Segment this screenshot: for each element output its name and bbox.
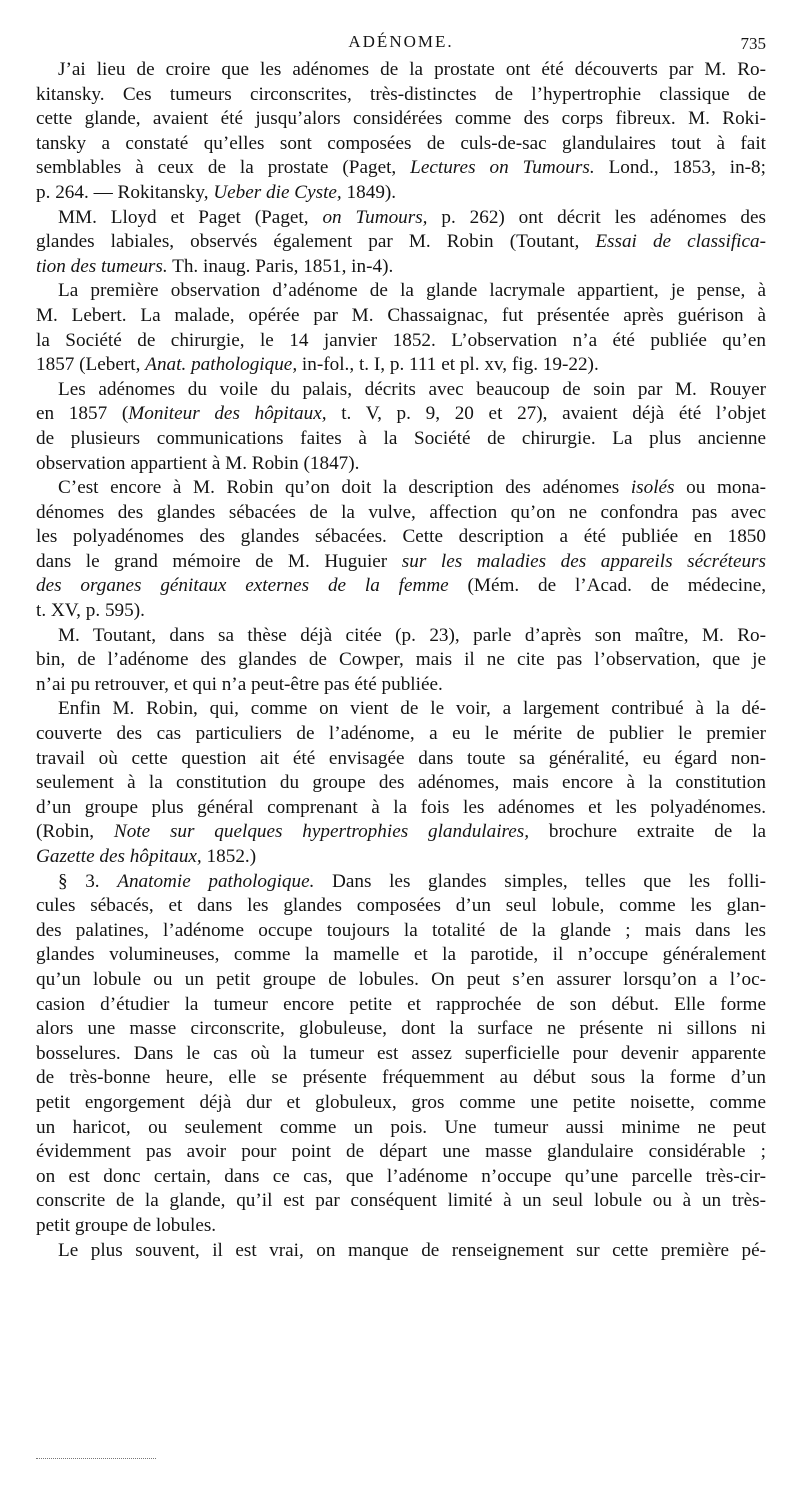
italic-citation: Gazette des hôpitaux, — [36, 846, 202, 867]
text-line: bosselures. Dans le cas où la tumeur est assez superficielle pour devenir apparente — [36, 1042, 766, 1064]
text-line: de très-bonne heure, elle se présente fréquemment au début sous la forme d’un — [36, 1067, 766, 1089]
line-text: t. V, p. 9, 20 et 27), avaient déjà été l’objet — [326, 403, 766, 425]
italic-citation: isolés — [630, 477, 675, 499]
text-line: couverte des cas particuliers de l’adénome, a eu le mérite de publier le premier — [36, 723, 766, 745]
italic-citation: Lectures on Tumours. — [410, 157, 595, 179]
text-line: observation appartient à M. Robin (1847). — [36, 452, 360, 474]
italic-citation: tion des tumeurs. — [36, 255, 168, 277]
text-line: casion d’étudier la tumeur encore petite et rapprochée de son début. Elle forme — [36, 993, 766, 1015]
line-text: glandes labiales, observés également par M. Robin (Toutant, — [36, 231, 596, 253]
text-line — [36, 870, 766, 895]
text-line — [36, 156, 766, 181]
text-line: dénomes des glandes sébacées de la vulve, affection qu’on ne confondra pas avec — [36, 501, 766, 523]
text-line: La première observation d’adénome de la glande lacrymale appartient, je pense, à — [58, 280, 766, 302]
text-line: seulement à la constitution du groupe des adénomes, mais encore à la constitution — [36, 772, 766, 794]
text-line: d’un groupe plus général comprenant à la fois les adénomes et les polyadénomes. — [36, 796, 766, 818]
text-line: de plusieurs communications faites à la Société de chirurgie. La plus ancienne — [36, 427, 766, 449]
text-line — [36, 402, 766, 427]
line-text: semblables à ceux de la prostate (Paget, — [36, 157, 411, 179]
text-line: glandes volumineuses, comme la mamelle et la parotide, il n’occupe généralement — [36, 944, 766, 966]
line-text: Dans les glandes simples, telles que les folli- — [314, 870, 766, 892]
line-text: (Mém. de l’Acad. de médecine, — [448, 575, 766, 597]
text-line — [36, 230, 766, 255]
text-line — [36, 206, 766, 231]
text-line: J’ai lieu de croire que les adénomes de la prostate ont été découverts par M. Ro- — [58, 59, 766, 80]
italic-citation: Moniteur des hôpitaux, — [128, 403, 327, 425]
text-line: alors une masse circonscrite, globuleuse, dont la surface ne présente ni sillons ni — [36, 1018, 766, 1040]
text-line: t. XV, p. 595). — [36, 600, 145, 622]
line-text: 1852.) — [201, 846, 257, 867]
line-text: brochure extraite de la — [529, 821, 766, 843]
text-line — [36, 255, 766, 280]
line-text: p. 264. — Rokitansky, — [36, 181, 214, 203]
line-text: dans le grand mémoire de M. Huguier — [36, 550, 402, 572]
italic-citation: Anat. pathologique, — [145, 354, 298, 376]
italic-citation: Note sur quelques hypertrophies glandulaires, — [113, 821, 530, 843]
text-line: travail où cette question ait été envisagée dans toute sa généralité, eu égard non- — [36, 747, 766, 769]
text-line: Les adénomes du voile du palais, décrits avec beaucoup de soin par M. Rouyer — [58, 378, 766, 400]
text-line: petit groupe de lobules. — [36, 1214, 217, 1236]
text-line — [36, 820, 766, 845]
text-line — [36, 353, 766, 378]
italic-citation: Ueber die Cyste, — [213, 181, 342, 203]
text-line: n’ai pu retrouver, et qui n’a peut-être pas été publiée. — [36, 673, 443, 695]
line-text: Lond., 1853, in-8; — [594, 157, 766, 179]
line-text: C’est encore à M. Robin qu’on doit la description des adénomes — [58, 477, 631, 499]
line-text: en 1857 ( — [36, 403, 129, 425]
text-line: un haricot, ou seulement comme un pois. Une tumeur aussi minime ne peut — [36, 1116, 766, 1138]
text-line: cette glande, avaient été jusqu’alors considérées comme des corps fibreux. M. Roki- — [36, 108, 766, 130]
text-line — [36, 476, 766, 501]
text-line: Enfin M. Robin, qui, comme on vient de le voir, a largement contribué à la dé- — [58, 698, 766, 720]
text-line: M. Toutant, dans sa thèse déjà citée (p. 23), parle d’après son maître, M. Ro- — [58, 624, 766, 646]
line-text: 1849). — [341, 181, 397, 203]
page-header — [36, 32, 766, 58]
text-line: M. Lebert. La malade, opérée par M. Chassaignac, fut présentée après guérison à — [36, 304, 766, 326]
body-text — [36, 58, 766, 1263]
page-number: 735 — [740, 34, 766, 53]
text-line — [36, 181, 766, 206]
line-text: p. 262) ont décrit les adénomes des — [427, 206, 766, 228]
italic-citation: Anatomie pathologique. — [117, 870, 315, 892]
text-line: la Société de chirurgie, le 14 janvier 1852. L’observation n’a été publiée qu’en — [36, 329, 766, 351]
text-line — [36, 574, 766, 599]
text-line: évidemment pas avoir pour point de départ une masse glandulaire considérable ; — [36, 1141, 766, 1163]
italic-citation: on Tumours, — [322, 206, 428, 228]
line-text: § 3. — [58, 870, 118, 892]
text-line: conscrite de la glande, qu’il est par conséquent limité à un seul lobule ou à un très- — [36, 1190, 766, 1212]
line-text: in-fol., t. I, p. 111 et pl. xv, fig. 19-22). — [297, 354, 599, 376]
text-line: tansky a constaté qu’elles sont composées de culs-de-sac glandulaires tout à fait — [36, 132, 766, 154]
line-text: Th. inaug. Paris, 1851, in-4). — [167, 255, 394, 277]
text-line: petit engorgement déjà dur et globuleux, gros comme une petite noisette, comme — [36, 1091, 766, 1113]
footer-dotted-rule — [36, 1458, 156, 1459]
text-line: les polyadénomes des glandes sébacées. Cette description a été publiée en 1850 — [36, 526, 766, 548]
text-line: cules sébacés, et dans les glandes composées d’un seul lobule, comme les glan- — [36, 895, 766, 917]
line-text: ou mona- — [674, 477, 766, 499]
text-line: qu’un lobule ou un petit groupe de lobules. On peut s’en assurer lorsqu’on a l’oc- — [36, 968, 766, 990]
line-text: (Robin, — [36, 821, 114, 843]
text-line: bin, de l’adénome des glandes de Cowper, mais il ne cite pas l’observation, que je — [36, 649, 766, 671]
text-line: on est donc certain, dans ce cas, que l’adénome n’occupe qu’une parcelle très-cir- — [36, 1165, 766, 1187]
text-line — [36, 550, 766, 575]
italic-citation: des organes génitaux externes de la femme — [36, 575, 449, 597]
text-line — [36, 845, 766, 870]
line-text: MM. Lloyd et Paget (Paget, — [58, 206, 323, 228]
text-line: des palatines, l’adénome occupe toujours la totalité de la glande ; mais dans les — [36, 919, 766, 941]
italic-citation: sur les maladies des appareils sécréteurs — [401, 550, 766, 572]
text-line: kitansky. Ces tumeurs circonscrites, très-distinctes de l’hypertrophie classique de — [36, 83, 766, 105]
italic-citation: Essai de classifica- — [595, 231, 766, 253]
text-line: Le plus souvent, il est vrai, on manque de renseignement sur cette première pé- — [58, 1239, 766, 1261]
running-title: ADÉNOME. — [348, 32, 454, 51]
line-text: 1857 (Lebert, — [36, 354, 146, 376]
